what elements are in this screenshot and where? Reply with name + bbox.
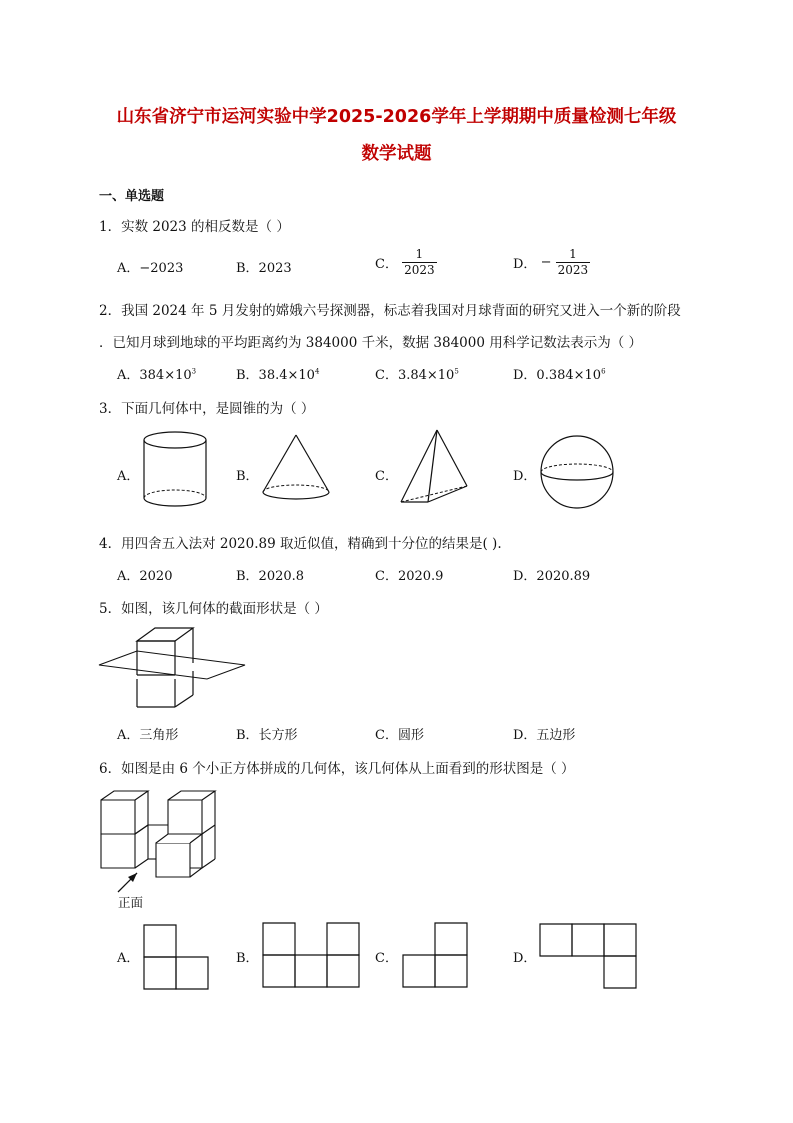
q6-option-a: A． xyxy=(117,951,140,966)
q5-option-d: D．五边形 xyxy=(513,728,576,743)
figure-caption-front: 正面 xyxy=(118,895,144,910)
q1-option-b: B．2023 xyxy=(236,261,292,276)
q3-option-d: D． xyxy=(513,469,537,484)
q6-option-b-figure xyxy=(261,921,361,991)
q2-option-c xyxy=(375,364,459,383)
q4-option-c: C．2020.9 xyxy=(375,569,444,584)
q1-option-d-fraction xyxy=(556,247,591,278)
q3-option-c: C． xyxy=(375,469,398,484)
question-2-stem-line2: ．已知月球到地球的平均距离约为 384000 千米，数据 384000 用科学记数法表示为（ ） xyxy=(99,335,643,351)
q2-option-d xyxy=(513,364,606,383)
option-exponent: 3 xyxy=(191,367,197,376)
pyramid-figure xyxy=(398,426,473,508)
option-base: B．38.4×10 xyxy=(236,368,315,383)
q1-option-c xyxy=(375,247,437,278)
q5-option-b: B．长方形 xyxy=(236,728,298,743)
q4-option-d: D．2020.89 xyxy=(513,569,591,584)
q2-option-b xyxy=(236,364,319,383)
q1-option-c-fraction xyxy=(402,247,437,278)
q6-option-d: D． xyxy=(513,951,537,966)
option-base: A．384×10 xyxy=(117,368,192,383)
option-exponent: 5 xyxy=(454,367,459,376)
q4-option-a: A．2020 xyxy=(117,569,173,584)
q3-option-b: B． xyxy=(236,469,259,484)
sphere-figure xyxy=(537,434,619,512)
cone-figure xyxy=(258,432,338,504)
q2-option-a xyxy=(117,364,196,383)
document-title-line2: 数学试题 xyxy=(361,144,432,164)
fraction-numerator: 1 xyxy=(556,247,591,263)
question-2-stem-line1: 2．我国 2024 年 5 月发射的嫦娥六号探测器，标志着我国对月球背面的研究又进入一个新的阶段 xyxy=(99,303,681,319)
fraction-numerator: 1 xyxy=(402,247,437,263)
q6-option-c-figure xyxy=(401,921,471,991)
question-4-stem: 4．用四舍五入法对 2020.89 取近似值，精确到十分位的结果是( ). xyxy=(99,536,502,552)
question-5-stem: 5．如图，该几何体的截面形状是（ ） xyxy=(99,601,328,617)
front-arrow-icon xyxy=(113,870,143,895)
q6-option-a-figure xyxy=(142,923,212,993)
fraction-denominator: 2023 xyxy=(557,263,589,277)
document-title-line1: 山东省济宁市运河实验中学2025-2026学年上学期期中质量检测七年级 xyxy=(116,107,677,127)
question-1-stem: 1．实数 2023 的相反数是（ ） xyxy=(99,219,290,235)
q1-option-d-sign: − xyxy=(540,255,552,270)
section-heading: 一、单选题 xyxy=(99,189,165,204)
q3-option-a: A． xyxy=(117,469,140,484)
cross-section-figure xyxy=(97,625,247,710)
question-6-stem: 6．如图是由 6 个小正方体拼成的几何体，该几何体从上面看到的形状图是（ ） xyxy=(99,761,575,777)
option-base: C．3.84×10 xyxy=(375,368,455,383)
q1-option-d-label: D． xyxy=(513,257,537,272)
q6-option-b: B． xyxy=(236,951,259,966)
option-exponent: 4 xyxy=(314,367,320,376)
q4-option-b: B．2020.8 xyxy=(236,569,305,584)
q6-option-d-figure xyxy=(538,922,638,992)
q5-option-a: A．三角形 xyxy=(117,728,179,743)
cube-stack-figure xyxy=(98,788,223,883)
fraction-denominator: 2023 xyxy=(404,263,435,277)
q1-option-d xyxy=(513,247,590,278)
option-base: D．0.384×10 xyxy=(513,368,602,383)
q5-option-c: C．圆形 xyxy=(375,728,424,743)
option-exponent: 6 xyxy=(601,367,606,376)
q6-option-c: C． xyxy=(375,951,398,966)
question-3-stem: 3．下面几何体中，是圆锥的为（ ） xyxy=(99,401,315,417)
q1-option-a: A．−2023 xyxy=(117,261,184,276)
q1-option-c-label: C． xyxy=(375,257,398,272)
cylinder-figure xyxy=(140,430,210,512)
